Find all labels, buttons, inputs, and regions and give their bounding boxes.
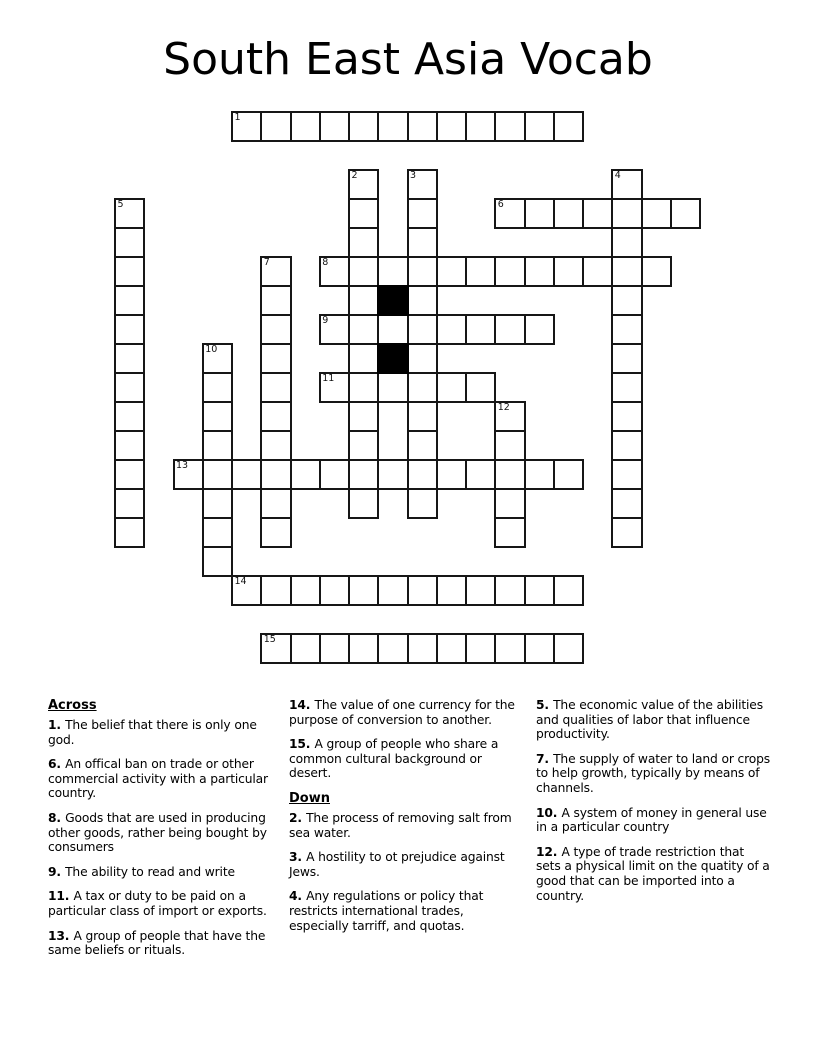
cell-number: 7 — [263, 257, 270, 268]
grid-cell[interactable] — [319, 111, 350, 142]
grid-cell[interactable] — [465, 459, 496, 490]
clues-column-2 — [289, 698, 536, 968]
grid-cell[interactable] — [407, 314, 438, 345]
grid-cell[interactable] — [348, 633, 379, 664]
grid-cell[interactable] — [436, 256, 467, 287]
grid-cell[interactable] — [231, 111, 262, 142]
clue-number: 2. — [289, 810, 307, 825]
grid-cell[interactable] — [377, 633, 408, 664]
grid-cell[interactable] — [407, 169, 438, 200]
page-title: South East Asia Vocab — [163, 34, 653, 85]
grid-cell[interactable] — [611, 372, 642, 403]
grid-cell[interactable] — [436, 314, 467, 345]
grid-cell[interactable] — [553, 633, 584, 664]
grid-cell[interactable] — [611, 314, 642, 345]
clue-down-10 — [536, 806, 772, 835]
clue-down-4 — [289, 889, 522, 933]
clue-text: The process of removing salt from sea water. — [289, 810, 512, 840]
clue-text: Goods that are used in producing other goods, rather being bought by consumers — [48, 810, 267, 855]
grid-cell[interactable] — [260, 459, 291, 490]
clue-across-11 — [48, 889, 275, 918]
clue-text: A hostility to ot prejudice against Jews. — [289, 850, 505, 879]
grid-cell[interactable] — [407, 372, 438, 403]
grid-cell[interactable] — [319, 314, 350, 345]
grid-cell[interactable] — [524, 111, 555, 142]
grid-cell[interactable] — [494, 111, 525, 142]
cell-number: 4 — [614, 170, 621, 181]
grid-cell[interactable] — [436, 111, 467, 142]
cell-number: 10 — [205, 344, 218, 355]
grid-cell[interactable] — [260, 430, 291, 461]
clue-across-13 — [48, 929, 275, 958]
clue-down-5 — [536, 698, 772, 742]
black-cell — [377, 285, 408, 316]
clue-across-15 — [289, 737, 522, 781]
cell-number: 2 — [351, 170, 358, 181]
grid-cell[interactable] — [114, 343, 145, 374]
grid-cell[interactable] — [348, 314, 379, 345]
cell-number: 15 — [263, 634, 276, 645]
grid-cell[interactable] — [114, 314, 145, 345]
grid-cell[interactable] — [407, 227, 438, 258]
grid-cell[interactable] — [348, 285, 379, 316]
grid-cell[interactable] — [611, 227, 642, 258]
grid-cell[interactable] — [202, 401, 233, 432]
grid-cell[interactable] — [348, 401, 379, 432]
clue-number: 7. — [536, 751, 554, 766]
grid-cell[interactable] — [202, 430, 233, 461]
grid-cell[interactable] — [494, 401, 525, 432]
grid-cell[interactable] — [114, 198, 145, 229]
clue-down-7 — [536, 752, 772, 796]
across-header: Across — [48, 698, 97, 713]
grid-cell[interactable] — [407, 430, 438, 461]
grid-cell[interactable] — [407, 111, 438, 142]
grid-cell[interactable] — [260, 372, 291, 403]
grid-cell[interactable] — [377, 256, 408, 287]
grid-cell[interactable] — [611, 256, 642, 287]
grid-cell[interactable] — [231, 575, 262, 606]
clue-number: 3. — [289, 850, 307, 865]
grid-cell[interactable] — [348, 575, 379, 606]
grid-cell[interactable] — [348, 430, 379, 461]
grid-cell[interactable] — [436, 459, 467, 490]
clue-number: 1. — [48, 718, 66, 732]
grid-cell[interactable] — [377, 111, 408, 142]
grid-cell[interactable] — [114, 285, 145, 316]
clue-number: 4. — [289, 889, 307, 904]
grid-cell[interactable] — [319, 575, 350, 606]
grid-cell[interactable] — [611, 517, 642, 548]
grid-cell[interactable] — [494, 488, 525, 519]
grid-cell[interactable] — [290, 575, 321, 606]
grid-cell[interactable] — [465, 314, 496, 345]
grid-cell[interactable] — [290, 633, 321, 664]
clue-down-12 — [536, 845, 772, 903]
grid-cell[interactable] — [407, 575, 438, 606]
clue-number: 15. — [289, 737, 315, 752]
grid-cell[interactable] — [260, 401, 291, 432]
clue-text: Any regulations or policy that restricts international trades, especially tarriff, and quotas. — [289, 889, 484, 933]
clue-number: 12. — [536, 844, 562, 859]
grid-cell[interactable] — [260, 343, 291, 374]
grid-cell[interactable] — [494, 575, 525, 606]
grid-cell[interactable] — [407, 198, 438, 229]
grid-cell[interactable] — [553, 198, 584, 229]
grid-cell[interactable] — [348, 459, 379, 490]
grid-cell[interactable] — [260, 488, 291, 519]
clue-number: 13. — [48, 928, 74, 943]
grid-cell[interactable] — [260, 111, 291, 142]
grid-cell[interactable] — [465, 372, 496, 403]
grid-cell[interactable] — [494, 198, 525, 229]
grid-cell[interactable] — [553, 459, 584, 490]
grid-cell[interactable] — [494, 430, 525, 461]
cell-number: 3 — [410, 170, 417, 181]
clue-text: A tax or duty to be paid on a particular class of import or exports. — [48, 889, 267, 918]
crossword-grid — [114, 111, 700, 663]
black-cell — [377, 343, 408, 374]
down-header: Down — [289, 790, 330, 806]
grid-cell[interactable] — [348, 111, 379, 142]
grid-cell[interactable] — [553, 256, 584, 287]
grid-cell[interactable] — [377, 459, 408, 490]
cell-number: 14 — [234, 576, 247, 587]
grid-cell[interactable] — [319, 633, 350, 664]
cell-number: 1 — [234, 112, 241, 123]
grid-cell[interactable] — [319, 256, 350, 287]
grid-cell[interactable] — [348, 256, 379, 287]
grid-cell[interactable] — [641, 256, 672, 287]
grid-cell[interactable] — [670, 198, 701, 229]
grid-cell[interactable] — [114, 517, 145, 548]
clue-across-6 — [48, 757, 275, 801]
grid-cell[interactable] — [377, 575, 408, 606]
down-clues-1 — [289, 811, 522, 933]
grid-cell[interactable] — [611, 459, 642, 490]
grid-cell[interactable] — [260, 517, 291, 548]
clues-section — [48, 698, 772, 968]
grid-cell[interactable] — [202, 343, 233, 374]
clue-down-2 — [289, 811, 522, 840]
grid-cell[interactable] — [202, 372, 233, 403]
grid-cell[interactable] — [348, 372, 379, 403]
clues-column-3 — [536, 698, 772, 968]
grid-cell[interactable] — [114, 488, 145, 519]
clue-across-8 — [48, 811, 275, 855]
grid-cell[interactable] — [260, 575, 291, 606]
grid-cell[interactable] — [465, 575, 496, 606]
clue-number: 5. — [536, 698, 554, 712]
grid-cell[interactable] — [407, 488, 438, 519]
grid-cell[interactable] — [114, 227, 145, 258]
clue-across-14 — [289, 698, 522, 727]
grid-cell[interactable] — [465, 256, 496, 287]
clue-text: A type of trade restriction that sets a physical limit on the quatity of a good that can be imported into a country. — [536, 844, 770, 903]
grid-cell[interactable] — [436, 372, 467, 403]
grid-cell[interactable] — [260, 285, 291, 316]
cell-number: 9 — [322, 315, 329, 326]
down-clues-2 — [536, 698, 772, 903]
clue-text: A group of people who share a common cultural background or desert. — [289, 737, 499, 781]
grid-cell[interactable] — [553, 575, 584, 606]
across-clues-2 — [289, 698, 522, 781]
grid-cell[interactable] — [319, 372, 350, 403]
grid-cell[interactable] — [319, 459, 350, 490]
grid-cell[interactable] — [231, 459, 262, 490]
grid-cell[interactable] — [582, 256, 613, 287]
clues-column-1 — [48, 698, 289, 968]
grid-cell[interactable] — [524, 575, 555, 606]
grid-cell[interactable] — [114, 401, 145, 432]
grid-cell[interactable] — [436, 633, 467, 664]
grid-cell[interactable] — [465, 633, 496, 664]
grid-cell[interactable] — [494, 459, 525, 490]
grid-cell[interactable] — [173, 459, 204, 490]
grid-cell[interactable] — [290, 459, 321, 490]
grid-cell[interactable] — [582, 198, 613, 229]
grid-cell[interactable] — [114, 430, 145, 461]
cell-number: 13 — [176, 460, 189, 471]
grid-cell[interactable] — [641, 198, 672, 229]
grid-cell[interactable] — [611, 401, 642, 432]
clue-text: The supply of water to land or crops to help growth, typically by means of channels. — [536, 751, 771, 795]
clue-text: A group of people that have the same beliefs or rituals. — [48, 928, 266, 958]
grid-cell[interactable] — [348, 488, 379, 519]
grid-cell[interactable] — [524, 256, 555, 287]
grid-cell[interactable] — [407, 633, 438, 664]
grid-cell[interactable] — [524, 198, 555, 229]
grid-cell[interactable] — [348, 227, 379, 258]
grid-cell[interactable] — [202, 459, 233, 490]
grid-cell[interactable] — [377, 314, 408, 345]
grid-cell[interactable] — [524, 314, 555, 345]
clue-number: 14. — [289, 698, 315, 712]
grid-cell[interactable] — [407, 285, 438, 316]
grid-cell[interactable] — [436, 575, 467, 606]
clue-across-1 — [48, 718, 275, 747]
grid-cell[interactable] — [202, 488, 233, 519]
grid-cell[interactable] — [407, 401, 438, 432]
grid-cell[interactable] — [202, 517, 233, 548]
clue-number: 8. — [48, 810, 66, 825]
grid-cell[interactable] — [407, 256, 438, 287]
clue-number: 10. — [536, 805, 562, 820]
clue-text: The economic value of the abilities and qualities of labor that influence productivity. — [536, 698, 763, 742]
across-clues-1 — [48, 718, 275, 958]
grid-cell[interactable] — [114, 459, 145, 490]
grid-cell[interactable] — [465, 111, 496, 142]
grid-cell[interactable] — [494, 314, 525, 345]
grid-cell[interactable] — [377, 372, 408, 403]
clue-text: An offical ban on trade or other commercial activity with a particular country. — [48, 757, 268, 801]
grid-cell[interactable] — [611, 285, 642, 316]
clue-text: A system of money in general use in a particular country — [536, 805, 767, 835]
grid-cell[interactable] — [611, 488, 642, 519]
grid-cell[interactable] — [407, 459, 438, 490]
cell-number: 12 — [497, 402, 510, 413]
grid-cell[interactable] — [553, 111, 584, 142]
cell-number: 8 — [322, 257, 329, 268]
grid-cell[interactable] — [611, 198, 642, 229]
cell-number: 5 — [117, 199, 124, 210]
grid-cell[interactable] — [290, 111, 321, 142]
grid-cell[interactable] — [202, 546, 233, 577]
grid-cell[interactable] — [260, 633, 291, 664]
clue-number: 6. — [48, 757, 66, 772]
grid-cell[interactable] — [494, 517, 525, 548]
grid-cell[interactable] — [494, 256, 525, 287]
grid-cell[interactable] — [407, 343, 438, 374]
cell-number: 11 — [322, 373, 335, 384]
clue-number: 9. — [48, 864, 66, 879]
grid-cell[interactable] — [114, 256, 145, 287]
clue-text: The value of one currency for the purpose of conversion to another. — [289, 698, 515, 727]
grid-cell[interactable] — [524, 633, 555, 664]
grid-cell[interactable] — [524, 459, 555, 490]
grid-cell[interactable] — [494, 633, 525, 664]
grid-cell[interactable] — [611, 169, 642, 200]
cell-number: 6 — [497, 199, 504, 210]
grid-cell[interactable] — [260, 256, 291, 287]
clue-text: The ability to read and write — [65, 864, 235, 879]
clue-across-9 — [48, 865, 275, 880]
grid-cell[interactable] — [348, 343, 379, 374]
grid-cell[interactable] — [114, 372, 145, 403]
clue-down-3 — [289, 850, 522, 879]
grid-cell[interactable] — [611, 430, 642, 461]
clue-text: The belief that there is only one god. — [48, 718, 257, 747]
grid-cell[interactable] — [260, 314, 291, 345]
clue-number: 11. — [48, 889, 74, 904]
grid-cell[interactable] — [611, 343, 642, 374]
grid-cell[interactable] — [348, 198, 379, 229]
grid-cell[interactable] — [348, 169, 379, 200]
